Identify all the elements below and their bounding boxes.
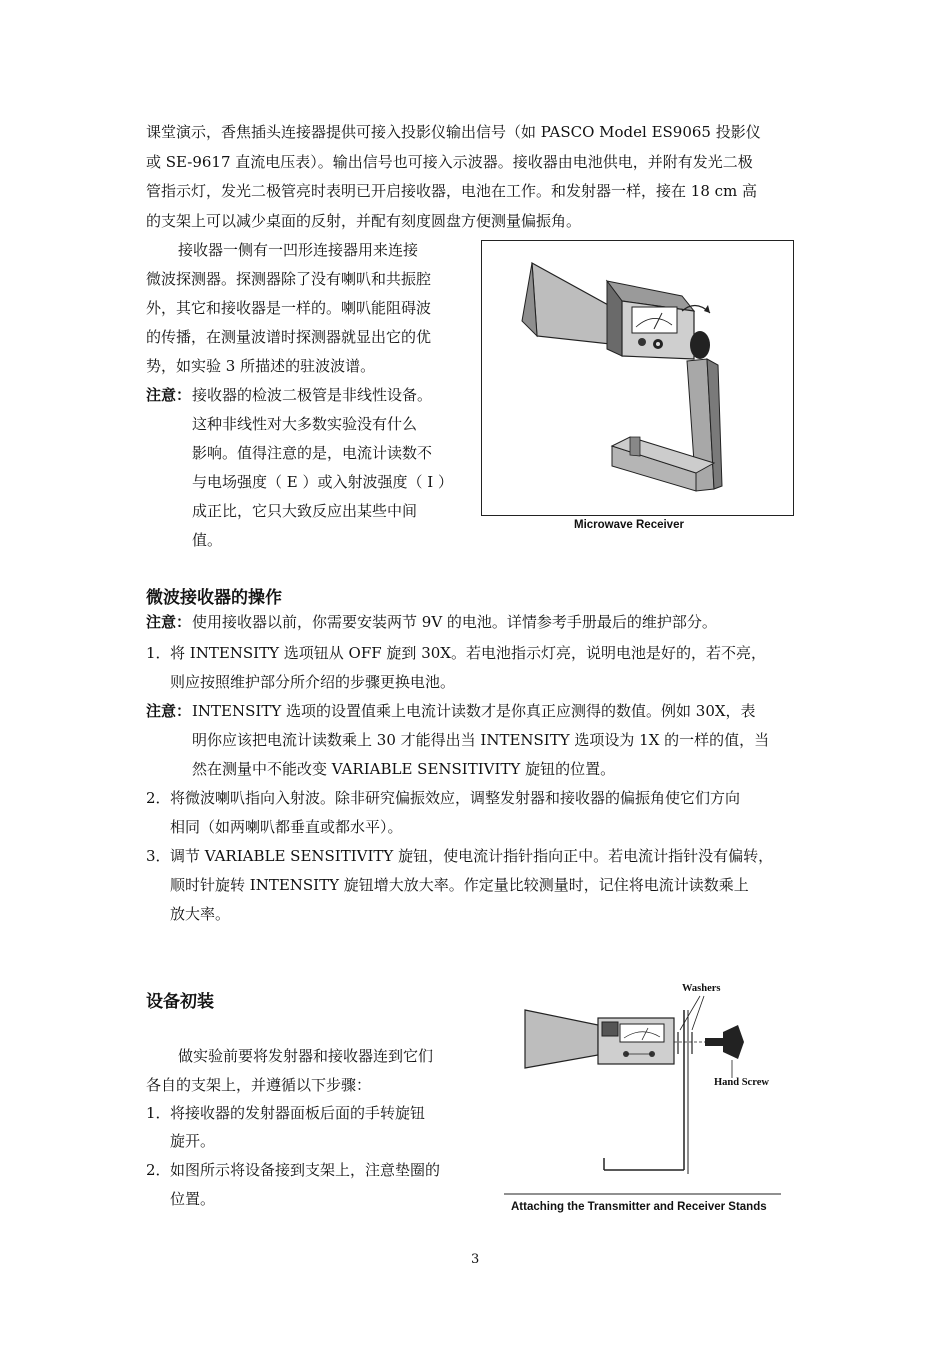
- note-text: 使用接收器以前，你需要安装两节 9V 的电池。详情参考手册最后的维护部分。: [192, 613, 717, 631]
- setup-intro-line: 各自的支架上，并遵循以下步骤：: [146, 1076, 372, 1094]
- step-line: 放大率。: [170, 905, 231, 923]
- setup-intro-line: 做实验前要将发射器和接收器连到它们: [178, 1047, 434, 1065]
- intro-line: 课堂演示，香焦插头连接器提供可接入投影仪输出信号（如 PASCO Model ES9065 投影仪: [146, 123, 761, 141]
- step-line: 旋开。: [170, 1132, 216, 1150]
- note-line: 这种非线性对大多数实验没有什么: [192, 415, 418, 433]
- step-line: 相同（如两喇叭都垂直或都水平）。: [170, 818, 403, 836]
- step-line: 顺时针旋转 INTENSITY 旋钮增大放大率。作定量比较测量时，记住将电流计读数乘上: [170, 876, 749, 894]
- step-line: 将微波喇叭指向入射波。除非研究偏振效应，调整发射器和接收器的偏振角使它们方向: [170, 789, 741, 807]
- note-label: 注意：: [146, 702, 192, 720]
- detector-line: 接收器一侧有一凹形连接器用来连接: [178, 241, 419, 259]
- note-line: 影响。值得注意的是，电流计读数不: [192, 444, 433, 462]
- note-label: 注意：: [146, 386, 192, 404]
- intro-line: 管指示灯，发光二极管亮时表明已开启接收器，电池在工作。和发射器一样，接在 18 cm 高: [146, 182, 758, 200]
- note-line: 然在测量中不能改变 VARIABLE SENSITIVITY 旋钮的位置。: [192, 760, 616, 778]
- step-number: 1．: [146, 1104, 171, 1122]
- attaching-stands-figure: [500, 980, 785, 1220]
- note-line: 接收器的检波二极管是非线性设备。: [192, 386, 433, 404]
- page-number: 3: [471, 1252, 480, 1267]
- note-line: 成正比，它只大致反应出某些中间: [192, 502, 418, 520]
- intro-line: 的支架上可以减少桌面的反射，并配有刻度圆盘方便测量偏振角。: [146, 212, 582, 230]
- microwave-receiver-illustration: [482, 241, 793, 515]
- note-line: 与电场强度（ E ）或入射波强度（ I ）: [192, 473, 453, 491]
- step-line: 位置。: [170, 1190, 216, 1208]
- hand-screw-label: Hand Screw: [714, 1077, 769, 1088]
- step-number: 2．: [146, 789, 171, 807]
- step-number: 1．: [146, 644, 171, 662]
- section-heading-setup: 设备初装: [146, 992, 214, 1012]
- note-line: 值。: [192, 531, 223, 549]
- detector-line: 外，其它和接收器是一样的。喇叭能阻碍波: [146, 299, 432, 317]
- step-number: 3．: [146, 847, 171, 865]
- step-line: 如图所示将设备接到支架上，注意垫圈的: [170, 1161, 441, 1179]
- figure-caption: Attaching the Transmitter and Receiver Stands: [511, 1201, 767, 1213]
- figure-caption: Microwave Receiver: [574, 519, 684, 531]
- step-line: 调节 VARIABLE SENSITIVITY 旋钮，使电流计指针指向正中。若电流计指针没有偏转，: [170, 847, 774, 865]
- section-heading-operation: 微波接收器的操作: [146, 588, 282, 608]
- note-label: 注意：: [146, 613, 192, 631]
- detector-line: 势，如实验 3 所描述的驻波波谱。: [146, 357, 376, 375]
- detector-line: 微波探测器。探测器除了没有喇叭和共振腔: [146, 270, 432, 288]
- detector-line: 的传播，在测量波谱时探测器就显出它的优: [146, 328, 432, 346]
- microwave-receiver-figure: [481, 240, 794, 531]
- step-line: 则应按照维护部分所介绍的步骤更换电池。: [170, 673, 456, 691]
- washers-label: Washers: [682, 983, 721, 994]
- step-line: 将接收器的发射器面板后面的手转旋钮: [170, 1104, 426, 1122]
- step-number: 2．: [146, 1161, 171, 1179]
- note-line: 明你应该把电流计读数乘上 30 才能得出当 INTENSITY 选项设为 1X 的一样的值，当: [192, 731, 770, 749]
- note-line: INTENSITY 选项的设置值乘上电流计读数才是你真正应测得的数值。例如 30X，表: [192, 702, 756, 720]
- step-line: 将 INTENSITY 选项钮从 OFF 旋到 30X。若电池指示灯亮，说明电池是好的，若不亮，: [170, 644, 766, 662]
- intro-line: 或 SE-9617 直流电压表）。输出信号也可接入示波器。接收器由电池供电，并附有发光二极: [146, 153, 753, 171]
